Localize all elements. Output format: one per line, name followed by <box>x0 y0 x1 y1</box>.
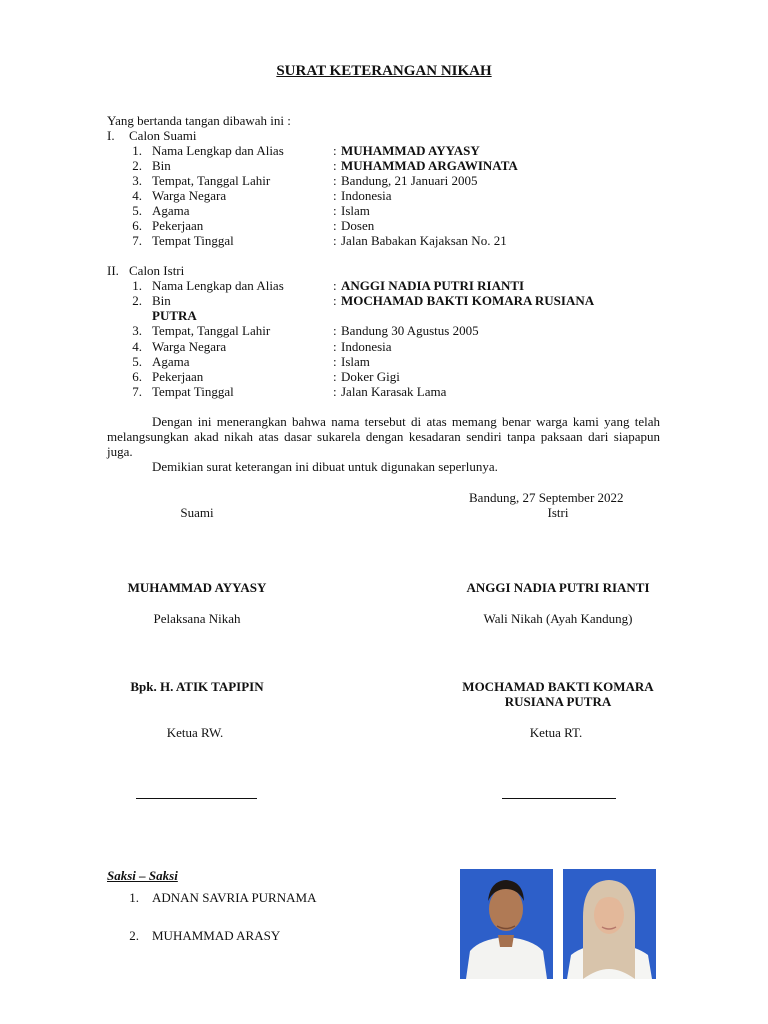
row-colon: : <box>333 339 337 354</box>
row-label: Agama <box>152 203 190 218</box>
place-date: Bandung, 27 September 2022 <box>469 490 624 505</box>
row-number: 1. <box>132 278 142 293</box>
row-value-continuation: PUTRA <box>152 308 197 323</box>
row-value: Indonesia <box>341 339 392 354</box>
document-title: SURAT KETERANGAN NIKAH <box>276 63 492 79</box>
row-colon: : <box>333 384 337 399</box>
row-number: 5. <box>132 203 142 218</box>
saksi-number: 1. <box>129 890 139 905</box>
row-colon: : <box>333 293 337 308</box>
row-number: 3. <box>132 323 142 338</box>
section-istri-number: II. <box>107 263 119 278</box>
row-number: 4. <box>132 339 142 354</box>
pelaksana-signature-name: Bpk. H. ATIK TAPIPIN <box>130 679 264 694</box>
row-colon: : <box>333 158 337 173</box>
row-number: 1. <box>132 143 142 158</box>
bride-photo <box>563 869 656 979</box>
row-label: Tempat Tinggal <box>152 233 234 248</box>
wali-signature-name-line2: RUSIANA PUTRA <box>504 694 612 709</box>
rw-role-label: Ketua RW. <box>166 725 224 740</box>
row-label: Tempat, Tanggal Lahir <box>152 173 271 188</box>
section-suami-heading: Calon Suami <box>129 128 197 143</box>
row-colon: : <box>333 278 337 293</box>
rw-signature-line <box>136 798 257 799</box>
istri-role-label: Istri <box>547 505 569 520</box>
section-suami-number: I. <box>107 128 115 143</box>
row-value: Bandung 30 Agustus 2005 <box>341 323 479 338</box>
row-colon: : <box>333 173 337 188</box>
row-value: Islam <box>341 354 370 369</box>
closing-paragraph: Demikian surat keterangan ini dibuat untuk digunakan seperlunya. <box>152 459 498 474</box>
row-colon: : <box>333 369 337 384</box>
row-label: Nama Lengkap dan Alias <box>152 143 284 158</box>
istri-signature-name: ANGGI NADIA PUTRI RIANTI <box>466 580 650 595</box>
row-label: Pekerjaan <box>152 218 204 233</box>
row-value: MUHAMMAD ARGAWINATA <box>341 158 518 173</box>
saksi-name: ADNAN SAVRIA PURNAMA <box>152 890 317 905</box>
row-colon: : <box>333 203 337 218</box>
row-value: Doker Gigi <box>341 369 400 384</box>
row-number: 6. <box>132 369 142 384</box>
saksi-name: MUHAMMAD ARASY <box>152 928 281 943</box>
row-number: 2. <box>132 158 142 173</box>
saksi-heading: Saksi – Saksi <box>107 868 178 883</box>
row-number: 5. <box>132 354 142 369</box>
row-label: Bin <box>152 293 171 308</box>
row-label: Tempat, Tanggal Lahir <box>152 323 271 338</box>
row-value: ANGGI NADIA PUTRI RIANTI <box>341 278 525 293</box>
rt-role-label: Ketua RT. <box>529 725 583 740</box>
section-istri-heading: Calon Istri <box>129 263 185 278</box>
wali-role-label: Wali Nikah (Ayah Kandung) <box>483 611 633 626</box>
suami-role-label: Suami <box>180 505 214 520</box>
row-colon: : <box>333 218 337 233</box>
row-label: Tempat Tinggal <box>152 384 234 399</box>
groom-photo <box>460 869 553 979</box>
row-value: Jalan Karasak Lama <box>341 384 447 399</box>
row-number: 4. <box>132 188 142 203</box>
wali-signature-name-line1: MOCHAMAD BAKTI KOMARA <box>462 679 654 694</box>
row-label: Warga Negara <box>152 339 227 354</box>
row-label: Nama Lengkap dan Alias <box>152 278 284 293</box>
pelaksana-role-label: Pelaksana Nikah <box>153 611 241 626</box>
rt-signature-line <box>502 798 616 799</box>
bride-portrait-image <box>563 869 656 979</box>
row-value: Jalan Babakan Kajaksan No. 21 <box>341 233 507 248</box>
row-number: 7. <box>132 384 142 399</box>
row-label: Agama <box>152 354 190 369</box>
row-colon: : <box>333 143 337 158</box>
row-number: 6. <box>132 218 142 233</box>
row-colon: : <box>333 354 337 369</box>
row-label: Bin <box>152 158 171 173</box>
row-value: Dosen <box>341 218 375 233</box>
row-number: 7. <box>132 233 142 248</box>
row-value: Bandung, 21 Januari 2005 <box>341 173 478 188</box>
groom-portrait-image <box>460 869 553 979</box>
row-label: Warga Negara <box>152 188 227 203</box>
row-value: Indonesia <box>341 188 392 203</box>
row-value: Islam <box>341 203 370 218</box>
row-colon: : <box>333 323 337 338</box>
statement-paragraph: Dengan ini menerangkan bahwa nama tersebut di atas memang benar warga kami yang telah melangsungkan akad nikah atas dasar sukarela dengan kesadaran sendiri tanpa paksaan dari siapapun juga. <box>107 414 660 459</box>
row-value: MUHAMMAD AYYASY <box>341 143 480 158</box>
saksi-number: 2. <box>129 928 139 943</box>
row-number: 2. <box>132 293 142 308</box>
intro-text: Yang bertanda tangan dibawah ini : <box>107 113 291 128</box>
row-value: MOCHAMAD BAKTI KOMARA RUSIANA <box>341 293 595 308</box>
suami-signature-name: MUHAMMAD AYYASY <box>127 580 267 595</box>
row-colon: : <box>333 233 337 248</box>
row-colon: : <box>333 188 337 203</box>
row-number: 3. <box>132 173 142 188</box>
row-label: Pekerjaan <box>152 369 204 384</box>
